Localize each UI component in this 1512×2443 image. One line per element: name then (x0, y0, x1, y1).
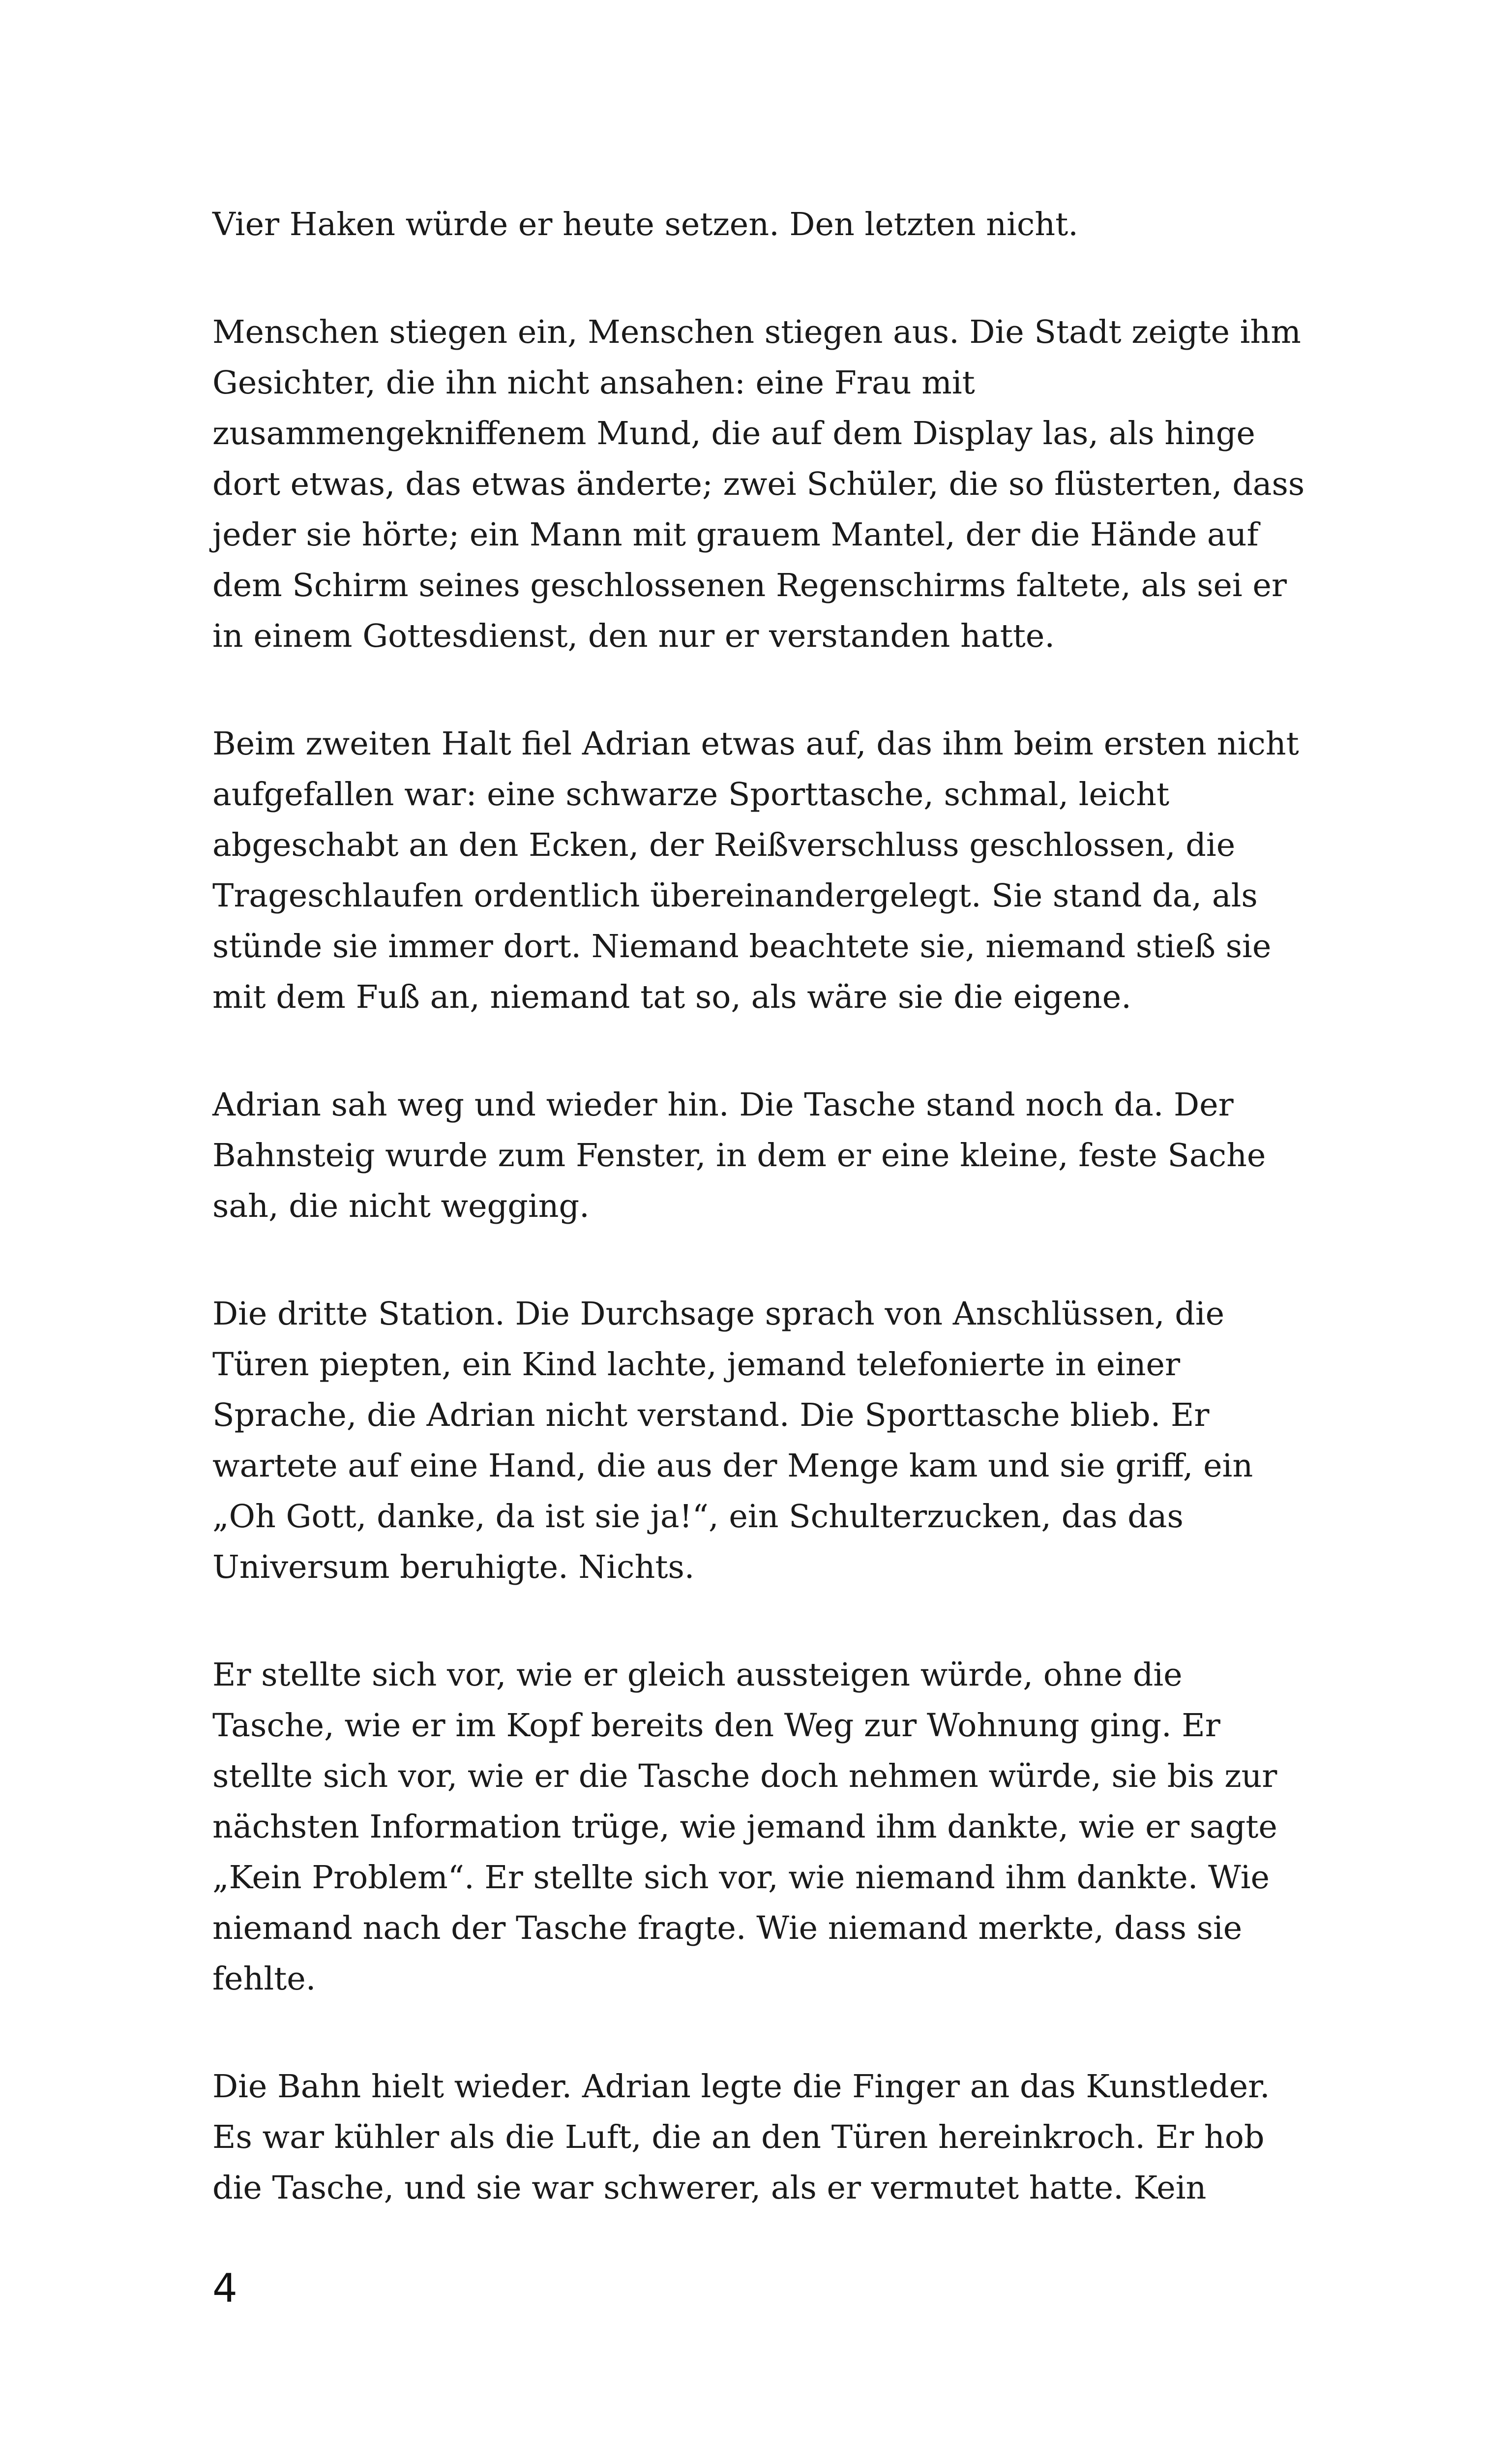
paragraph-5: Die dritte Station. Die Durchsage sprach von Anschlüssen, die Türen piepten, ein Kind lachte, jemand telefonierte in einer Sprache, die Adrian nicht verstand. Die Sporttasche blieb. Er wartete auf eine Hand, die aus der Menge kam und sie griff, ein „Oh Gott, danke, da ist sie ja!“, ein Schulterzucken, das das Universum beruhigte. Nichts. (212, 1296, 1253, 1586)
paragraph-4: Adrian sah weg und wieder hin. Die Tasche stand noch da. Der Bahnsteig wurde zum Fenster, in dem er eine kleine, feste Sache sah, die nicht wegging. (212, 1086, 1266, 1225)
paragraph-3: Beim zweiten Halt fiel Adrian etwas auf, das ihm beim ersten nicht aufgefallen war: eine schwarze Sporttasche, schmal, leicht abgeschabt an den Ecken, der Reißverschluss geschlossen, die Trageschlaufen ordentlich übereinandergelegt. Sie stand da, als stünde sie immer dort. Niemand beachtete sie, niemand stieß sie mit dem Fuß an, niemand tat so, als wäre sie die eigene. (212, 725, 1299, 1016)
paragraph-7: Die Bahn hielt wieder. Adrian legte die Finger an das Kunstleder. Es war kühler als die Luft, die an den Türen hereinkroch. Er hob die Tasche, und sie war schwerer, als er vermutet hatte. Kein (212, 2068, 1270, 2206)
paragraph-2: Menschen stiegen ein, Menschen stiegen aus. Die Stadt zeigte ihm Gesichter, die ihn nicht ansahen: eine Frau mit zusammengekniffenem Mund, die auf dem Display las, als hinge dort etwas, das etwas änderte; zwei Schüler, die so flüsterten, dass jeder sie hörte; ein Mann mit grauem Mantel, der die Hände auf dem Schirm seines geschlossenen Regenschirms faltete, als sei er in einem Gottesdienst, den nur er verstanden hatte. (212, 314, 1305, 655)
paragraph-1: Vier Haken würde er heute setzen. Den letzten nicht. (212, 206, 1078, 243)
body-text (212, 199, 1309, 2213)
paragraph-6: Er stellte sich vor, wie er gleich aussteigen würde, ohne die Tasche, wie er im Kopf bereits den Weg zur Wohnung ging. Er stellte sich vor, wie er die Tasche doch nehmen würde, sie bis zur nächsten Information trüge, wie jemand ihm dankte, wie er sagte „Kein Problem“. Er stellte sich vor, wie niemand ihm dankte. Wie niemand nach der Tasche fragte. Wie niemand merkte, dass sie fehlte. (212, 1657, 1277, 1997)
page-number: 4 (212, 2265, 237, 2311)
